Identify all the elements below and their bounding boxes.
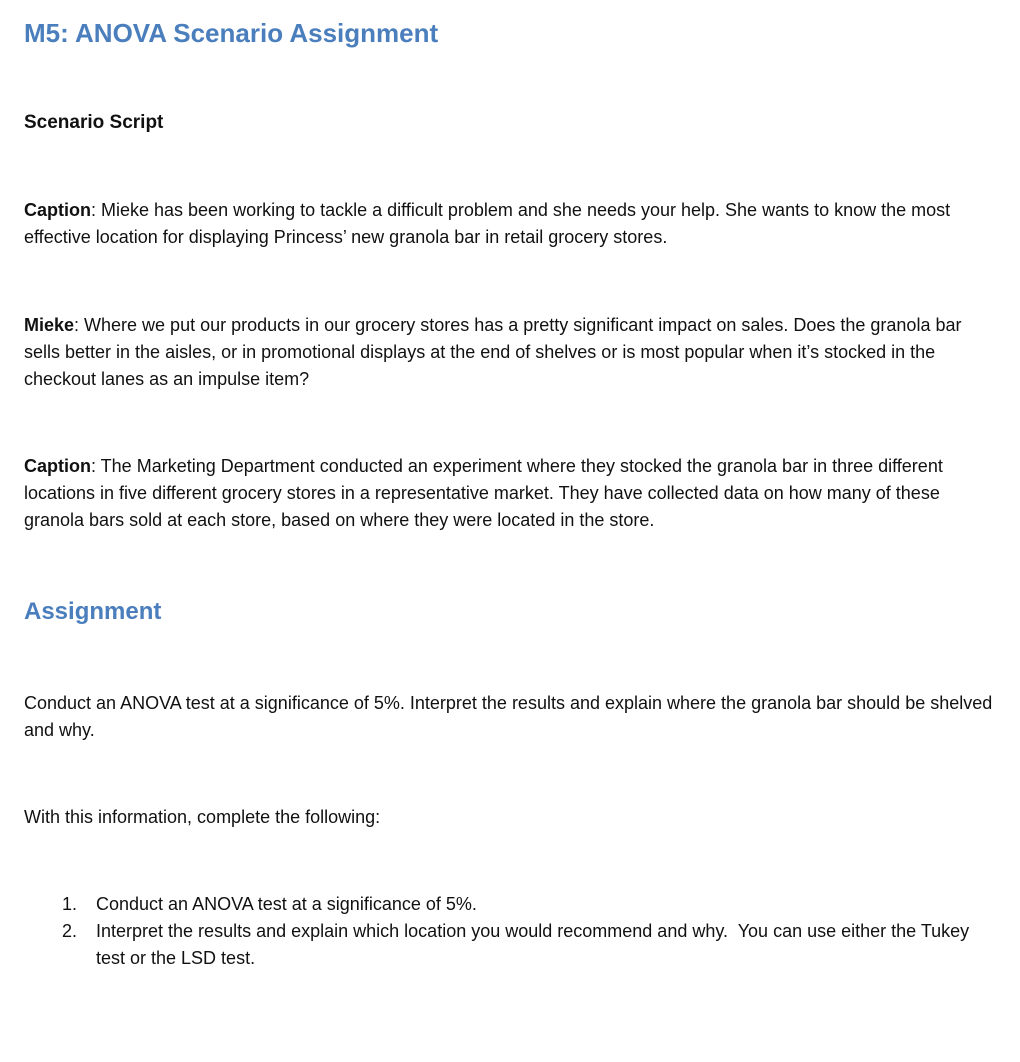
- paragraph-lead: Caption: [24, 456, 91, 477]
- paragraph-text: : Mieke has been working to tackle a difficult problem and she needs your help. She wants to know the most effective location for displaying Princess’ new granola bar in retail grocery stores.: [24, 200, 951, 248]
- page-title: M5: ANOVA Scenario Assignment: [24, 18, 439, 48]
- instructions-lead-paragraph: With this information, complete the following:: [24, 807, 381, 828]
- assignment-heading: Assignment: [24, 598, 162, 626]
- paragraph-lead: Caption: [24, 200, 91, 221]
- list-item-text: Conduct an ANOVA test at a significance of 5%.: [96, 894, 477, 915]
- paragraph-lead: Mieke: [24, 315, 75, 336]
- task-list: [24, 891, 994, 972]
- list-item: [62, 918, 994, 972]
- caption-paragraph-1: [24, 197, 994, 251]
- paragraph-text: : The Marketing Department conducted an experiment where they stocked the granola bar in three different locations in five different grocery stores in a representative market. They have collected data on how many of these granola bars sold at each store, based on where they were located in the store.: [24, 456, 943, 531]
- list-item-number: 1.: [62, 894, 78, 915]
- mieke-paragraph: [24, 312, 994, 393]
- caption-paragraph-2: [24, 453, 994, 534]
- scenario-script-heading: Scenario Script: [24, 112, 164, 134]
- list-item-number: 2.: [62, 921, 78, 942]
- assignment-intro-paragraph: Conduct an ANOVA test at a significance of 5%. Interpret the results and explain where the granola bar should be shelved and why.: [24, 693, 993, 741]
- list-item: [62, 891, 994, 918]
- paragraph-text: : Where we put our products in our grocery stores has a pretty significant impact on sales. Does the granola bar sells better in the aisles, or in promotional displays at the end of shelves or is most popular when it’s stocked in the checkout lanes as an impulse item?: [24, 315, 962, 390]
- list-item-text: Interpret the results and explain which location you would recommend and why. You can use either the Tukey test or the LSD test.: [96, 921, 975, 969]
